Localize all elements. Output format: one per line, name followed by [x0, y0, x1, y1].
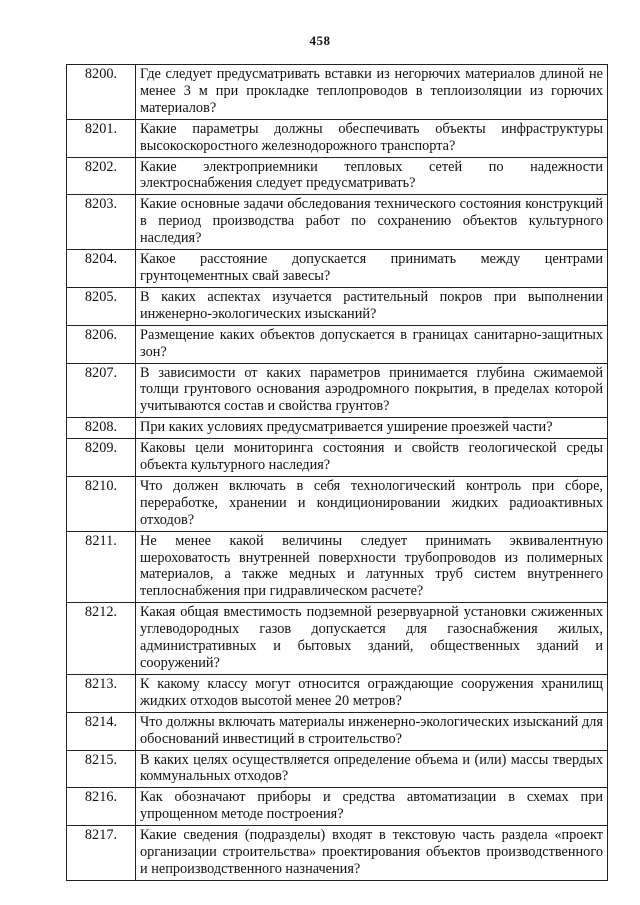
question-number: 8207. — [67, 363, 136, 418]
question-text: Какие сведения (подразделы) входят в текстовую часть раздела «проект организации строительства» проектирования объектов производственного и непроизводственного назначения? — [136, 826, 608, 881]
question-text: В каких целях осуществляется определение объема и (или) массы твердых коммунальных отходов? — [136, 750, 608, 788]
table-row — [67, 250, 608, 288]
table-row — [67, 788, 608, 826]
question-text: Какие основные задачи обследования технического состояния конструкций в период производства работ по сохранению объектов культурного наследия? — [136, 195, 608, 250]
question-number: 8210. — [67, 476, 136, 531]
questions-table-body — [67, 65, 608, 881]
question-number: 8215. — [67, 750, 136, 788]
question-text: В каких аспектах изучается растительный покров при выполнении инженерно-экологических изысканий? — [136, 287, 608, 325]
table-row — [67, 157, 608, 195]
question-number: 8204. — [67, 250, 136, 288]
question-number: 8205. — [67, 287, 136, 325]
question-number: 8211. — [67, 531, 136, 603]
table-row — [67, 418, 608, 439]
question-number: 8200. — [67, 65, 136, 120]
question-number: 8202. — [67, 157, 136, 195]
question-text: Что должен включать в себя технологический контроль при сборе, переработке, хранении и кондиционировании жидких радиоактивных отходов? — [136, 476, 608, 531]
table-row — [67, 65, 608, 120]
table-row — [67, 363, 608, 418]
page-number: 458 — [309, 33, 331, 48]
table-row — [67, 674, 608, 712]
table-row — [67, 287, 608, 325]
question-number: 8214. — [67, 712, 136, 750]
question-number: 8213. — [67, 674, 136, 712]
question-text: В зависимости от каких параметров принимается глубина сжимаемой толщи грунтового основания аэродромного покрытия, в пределах которой учитываются состав и свойства грунтов? — [136, 363, 608, 418]
question-text: Какие электроприемники тепловых сетей по надежности электроснабжения следует предусматривать? — [136, 157, 608, 195]
question-number: 8216. — [67, 788, 136, 826]
question-number: 8201. — [67, 119, 136, 157]
question-number: 8206. — [67, 325, 136, 363]
table-row — [67, 603, 608, 675]
questions-table — [66, 64, 608, 881]
question-text: К какому классу могут относится ограждающие сооружения хранилищ жидких отходов высотой менее 20 метров? — [136, 674, 608, 712]
question-text: Какое расстояние допускается принимать между центрами грунтоцементных свай завесы? — [136, 250, 608, 288]
question-text: Размещение каких объектов допускается в границах санитарно-защитных зон? — [136, 325, 608, 363]
table-row — [67, 476, 608, 531]
question-number: 8217. — [67, 826, 136, 881]
question-text: Каковы цели мониторинга состояния и свойств геологической среды объекта культурного наследия? — [136, 439, 608, 477]
question-text: Какие параметры должны обеспечивать объекты инфраструктуры высокоскоростного железнодорожного транспорта? — [136, 119, 608, 157]
question-number: 8203. — [67, 195, 136, 250]
question-text: Какая общая вместимость подземной резервуарной установки сжиженных углеводородных газов допускается для газоснабжения жилых, административных и бытовых зданий, общественных зданий и сооружений? — [136, 603, 608, 675]
table-row — [67, 195, 608, 250]
table-row — [67, 826, 608, 881]
question-text: Не менее какой величины следует принимать эквивалентную шероховатость внутренней поверхности трубопроводов из полимерных материалов, а также медных и латунных труб систем внутреннего теплоснабжения при гидравлическом расчете? — [136, 531, 608, 603]
question-text: Что должны включать материалы инженерно-экологических изысканий для обоснований инвестиций в строительство? — [136, 712, 608, 750]
table-row — [67, 325, 608, 363]
question-number: 8208. — [67, 418, 136, 439]
question-number: 8212. — [67, 603, 136, 675]
table-row — [67, 531, 608, 603]
question-text: Как обозначают приборы и средства автоматизации в схемах при упрощенном методе построения? — [136, 788, 608, 826]
question-text: При каких условиях предусматривается уширение проезжей части? — [136, 418, 608, 439]
question-text: Где следует предусматривать вставки из негорючих материалов длиной не менее 3 м при прокладке теплопроводов в теплоизоляции из горючих материалов? — [136, 65, 608, 120]
table-row — [67, 439, 608, 477]
question-number: 8209. — [67, 439, 136, 477]
table-row — [67, 119, 608, 157]
table-row — [67, 750, 608, 788]
table-row — [67, 712, 608, 750]
